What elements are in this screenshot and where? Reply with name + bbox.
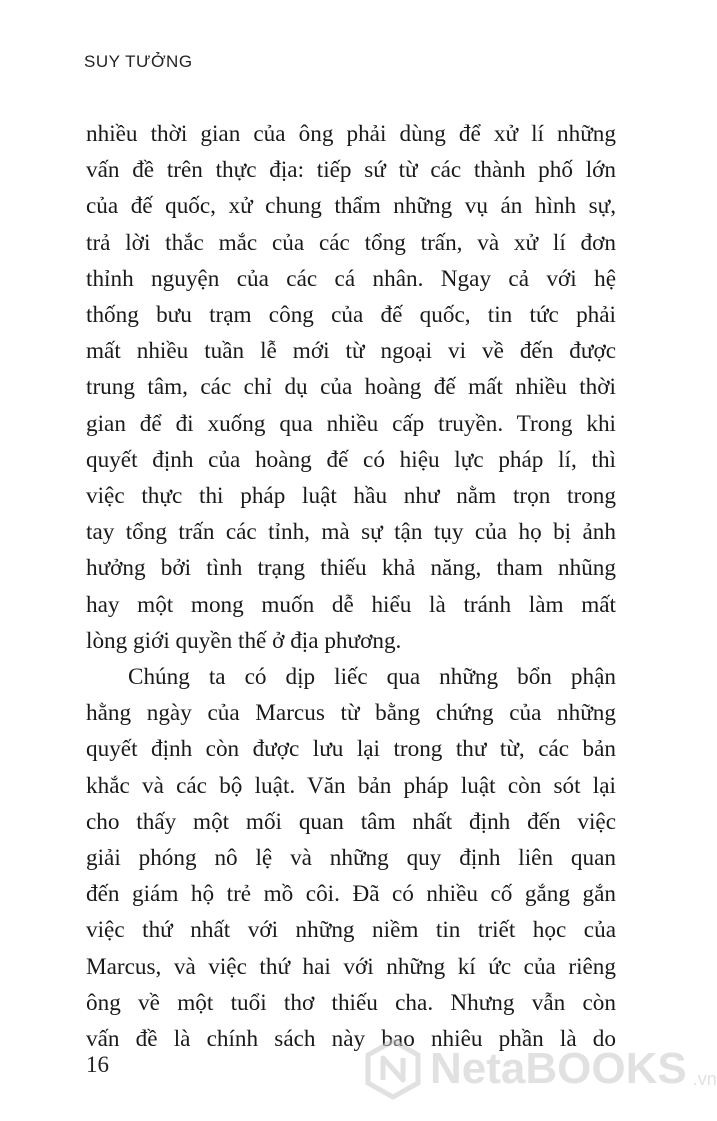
text-line: Marcus, và việc thứ hai với những kí ức của riêng (86, 953, 616, 980)
running-title: SUY TƯỞNG (84, 52, 193, 71)
text-line: trả lời thắc mắc của các tổng trấn, và xử lí đơn (86, 229, 616, 256)
text-line: vấn đề là chính sách này bao nhiêu phần là do (86, 1026, 616, 1053)
text-line: hằng ngày của Marcus từ bằng chứng của những (86, 700, 616, 727)
watermark-text: NetaBOOKS (430, 1044, 687, 1093)
text-line: nhiều thời gian của ông phải dùng để xử lí những (86, 121, 616, 147)
text-line: khắc và các bộ luật. Văn bản pháp luật còn sót lại (86, 772, 616, 799)
text-line: lòng giới quyền thế ở địa phương. (86, 627, 402, 654)
watermark-suffix: .vn (692, 1069, 717, 1089)
text-line: việc thứ nhất với những niềm tin triết học của (86, 917, 616, 944)
text-line: giải phóng nô lệ và những quy định liên quan (86, 845, 616, 872)
text-line: vấn đề trên thực địa: tiếp sứ từ các thành phố lớn (86, 157, 616, 184)
body-text (86, 116, 616, 1057)
text-line: hay một mong muốn dễ hiểu là tránh làm mất (86, 591, 616, 618)
text-line: ông về một tuổi thơ thiếu cha. Nhưng vẫn còn (86, 989, 616, 1016)
text-line: tay tổng trấn các tỉnh, mà sự tận tụy của họ bị ảnh (86, 519, 616, 546)
text-line: quyết định còn được lưu lại trong thư từ, các bản (86, 736, 616, 763)
text-line: Chúng ta có dịp liếc qua những bổn phận (128, 664, 616, 691)
neta-logo-icon (362, 1038, 424, 1100)
page-number: 16 (86, 1052, 109, 1077)
text-line: hưởng bởi tình trạng thiếu khả năng, tham nhũng (86, 555, 616, 582)
text-line: của đế quốc, xử chung thẩm những vụ án hình sự, (86, 193, 616, 220)
text-line: trung tâm, các chỉ dụ của hoàng đế mất nhiều thời (86, 374, 616, 401)
text-line: mất nhiều tuần lễ mới từ ngoại vi về đến được (86, 338, 616, 365)
text-line: cho thấy một mối quan tâm nhất định đến việc (86, 808, 616, 835)
text-line: đến giám hộ trẻ mồ côi. Đã có nhiều cố gắng gắn (86, 881, 616, 908)
text-line: thỉnh nguyện của các cá nhân. Ngay cả với hệ (86, 265, 616, 292)
text-line: thống bưu trạm công của đế quốc, tin tức phải (86, 302, 616, 329)
text-line: quyết định của hoàng đế có hiệu lực pháp lí, thì (86, 446, 616, 473)
watermark (362, 1038, 717, 1100)
text-line: việc thực thi pháp luật hầu như nằm trọn trong (86, 483, 616, 510)
text-line: gian để đi xuống qua nhiều cấp truyền. Trong khi (86, 410, 616, 437)
